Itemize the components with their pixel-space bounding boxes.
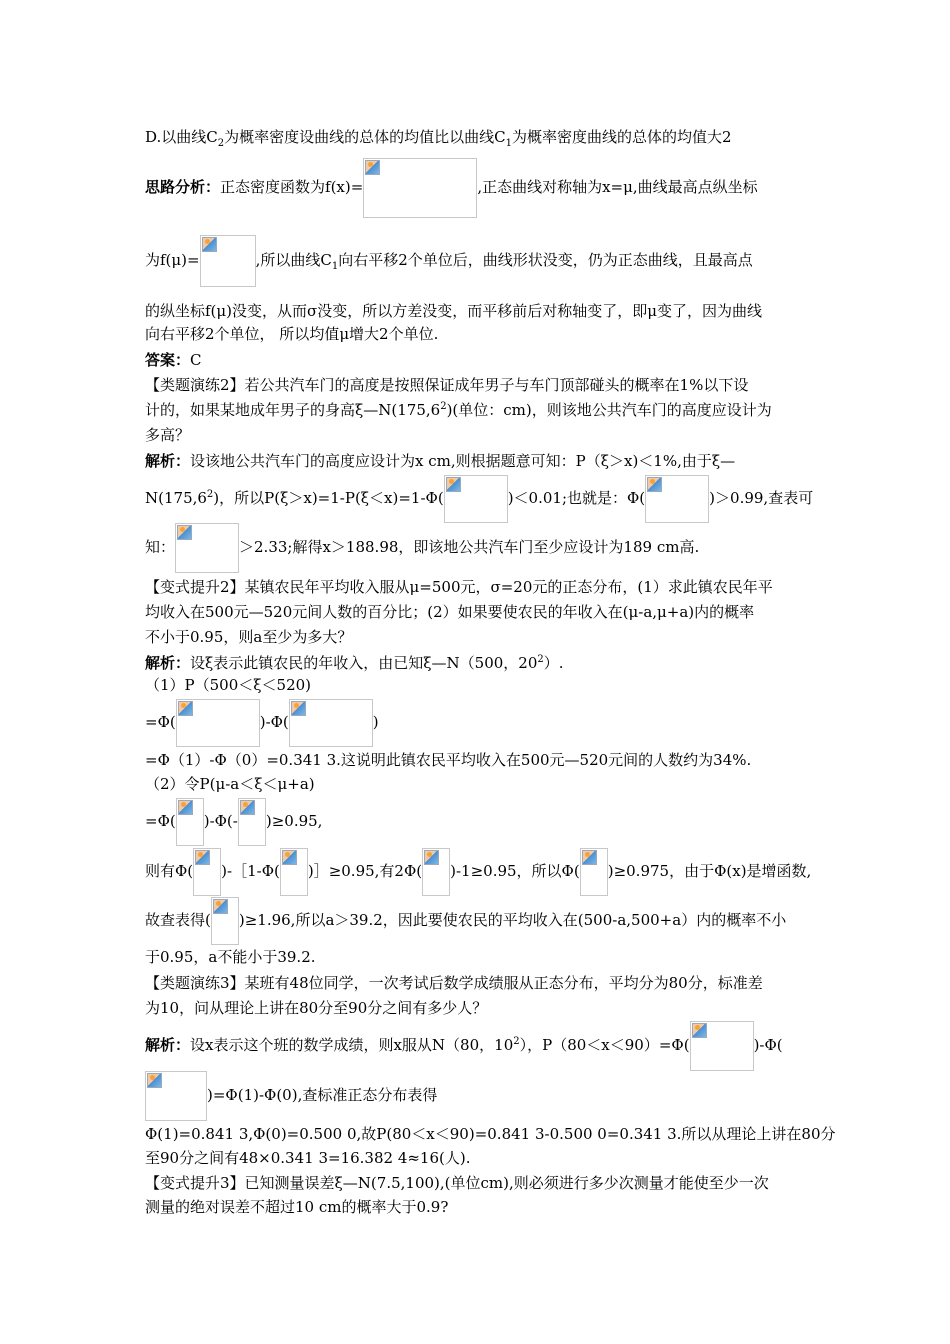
formula-image-icon: [193, 848, 221, 896]
exercise-2-line: 计的，如果某地成年男子的身高ξ—N(175,6$^2$)(单位：cm)，则该地公共汽车门的高度应设计为: [145, 401, 772, 419]
solution-2-line-1: 解析：设该地公共汽车门的高度应设计为x cm,则根据题意可知：P（ξ＞x)＜1%,由于ξ—: [145, 452, 736, 470]
formula-image-icon: [211, 897, 239, 945]
solution-v2-line: =Φ( )-Φ(- )≥0.95,: [145, 797, 322, 846]
formula-image-icon: [176, 699, 260, 747]
formula-image-icon: [580, 848, 608, 896]
analysis-line-4: 向右平移2个单位， 所以均值μ增大2个单位.: [145, 325, 439, 343]
formula-image-icon: [238, 798, 266, 846]
variant-3-title: 【变式提升3】已知测量误差ξ—N(7.5,100),(单位cm),则必须进行多少次测量才能使至少一次: [145, 1174, 769, 1192]
formula-image-icon: [289, 699, 373, 747]
solution-3-line-2: )=Φ(1)-Φ(0),查标准正态分布表得: [145, 1070, 437, 1121]
exercise-3-title: 【类题演练3】某班有48位同学，一次考试后数学成绩服从正态分布，平均分为80分，标准差: [145, 974, 763, 992]
solution-v2-line: 于0.95，a不能小于39.2.: [145, 948, 316, 966]
formula-image-icon: [280, 848, 308, 896]
formula-image-icon: [175, 523, 239, 573]
solution-2-line-3: 知： ＞2.33;解得x＞188.98，即该地公共汽车门至少应设计为189 cm高.: [145, 522, 699, 573]
formula-image-icon: [363, 158, 477, 218]
solution-2-line-2: N(175,6$^2$)，所以P(ξ＞x)=1-P(ξ＜x)=1-Φ( )＜0.01;也就是：Φ( )＞0.99,查表可: [145, 474, 813, 523]
solution-3-line-4: 至90分之间有48×0.341 3=16.382 4≈16(人).: [145, 1149, 471, 1167]
exercise-2-line: 多高？: [145, 426, 191, 444]
variant-2-line: 不小于0.95，则a至少为多大？: [145, 628, 353, 646]
solution-v2-line: （1）P（500＜ξ＜520): [145, 676, 312, 694]
analysis-line-2: 为f(μ)= ,所以曲线$C_1$向右平移2个单位后，曲线形状没变，仍为正态曲线，且最高点: [145, 234, 753, 287]
analysis-line-3: 的纵坐标f(μ)没变，从而σ没变，所以方差没变，而平移前后对称轴变了，即μ变了，因为曲线: [145, 302, 762, 320]
solution-3-line-3: Φ(1)=0.841 3,Φ(0)=0.500 0,故P(80＜x＜90)=0.841 3-0.500 0=0.341 3.所以从理论上讲在80分: [145, 1125, 836, 1143]
option-d: D.以曲线$C_2$为概率密度设曲线的总体的均值比以曲线$C_1$为概率密度曲线的总体的均值大2: [145, 128, 732, 149]
exercise-3-line: 为10，问从理论上讲在80分至90分之间有多少人？: [145, 999, 488, 1017]
solution-3-line-1: 解析：设x表示这个班的数学成绩，则x服从N（80，$10^2$），P（80＜x＜90）=Φ( )-Φ(: [145, 1020, 783, 1071]
answer-line: 答案：C: [145, 351, 202, 369]
solution-v2-line: =Φ（1）-Φ（0）=0.341 3.这说明此镇农民平均收入在500元—520元间的人数约为34%.: [145, 751, 752, 769]
solution-v2-line: =Φ( )-Φ( ): [145, 698, 379, 747]
variant-2-line: 均收入在500元—520元间人数的百分比；(2）如果要使农民的年收入在(μ-a,μ+a)内的概率: [145, 603, 755, 621]
solution-v2-line: 解析：设ξ表示此镇农民的年收入，由已知ξ—N（500，$20^2$）.: [145, 654, 564, 672]
exercise-2-title: 【类题演练2】若公共汽车门的高度是按照保证成年男子与车门顶部碰头的概率在1%以下设: [145, 376, 749, 394]
formula-image-icon: [200, 235, 256, 287]
formula-image-icon: [422, 848, 450, 896]
variant-3-line: 测量的绝对误差不超过10 cm的概率大于0.9?: [145, 1198, 449, 1216]
analysis-line-1: 思路分析：正态密度函数为f(x)= ,正态曲线对称轴为x=μ,曲线最高点纵坐标: [145, 157, 758, 218]
formula-image-icon: [645, 475, 709, 523]
formula-image-icon: [145, 1071, 207, 1121]
solution-v2-line: 则有Φ( )-［1-Φ( )］≥0.95,有2Φ( )-1≥0.95，所以Φ( )≥0.975，由于Φ(x)是增函数,: [145, 847, 811, 896]
formula-image-icon: [444, 475, 508, 523]
formula-image-icon: [176, 798, 204, 846]
solution-v2-line: 故查表得( )≥1.96,所以a＞39.2，因此要使农民的平均收入在(500-a,500+a）内的概率不小: [145, 896, 786, 945]
solution-v2-line: （2）令P(μ-a＜ξ＜μ+a): [145, 775, 315, 793]
formula-image-icon: [690, 1021, 754, 1071]
variant-2-title: 【变式提升2】某镇农民年平均收入服从μ=500元，σ=20元的正态分布，(1）求此镇农民年平: [145, 578, 773, 596]
